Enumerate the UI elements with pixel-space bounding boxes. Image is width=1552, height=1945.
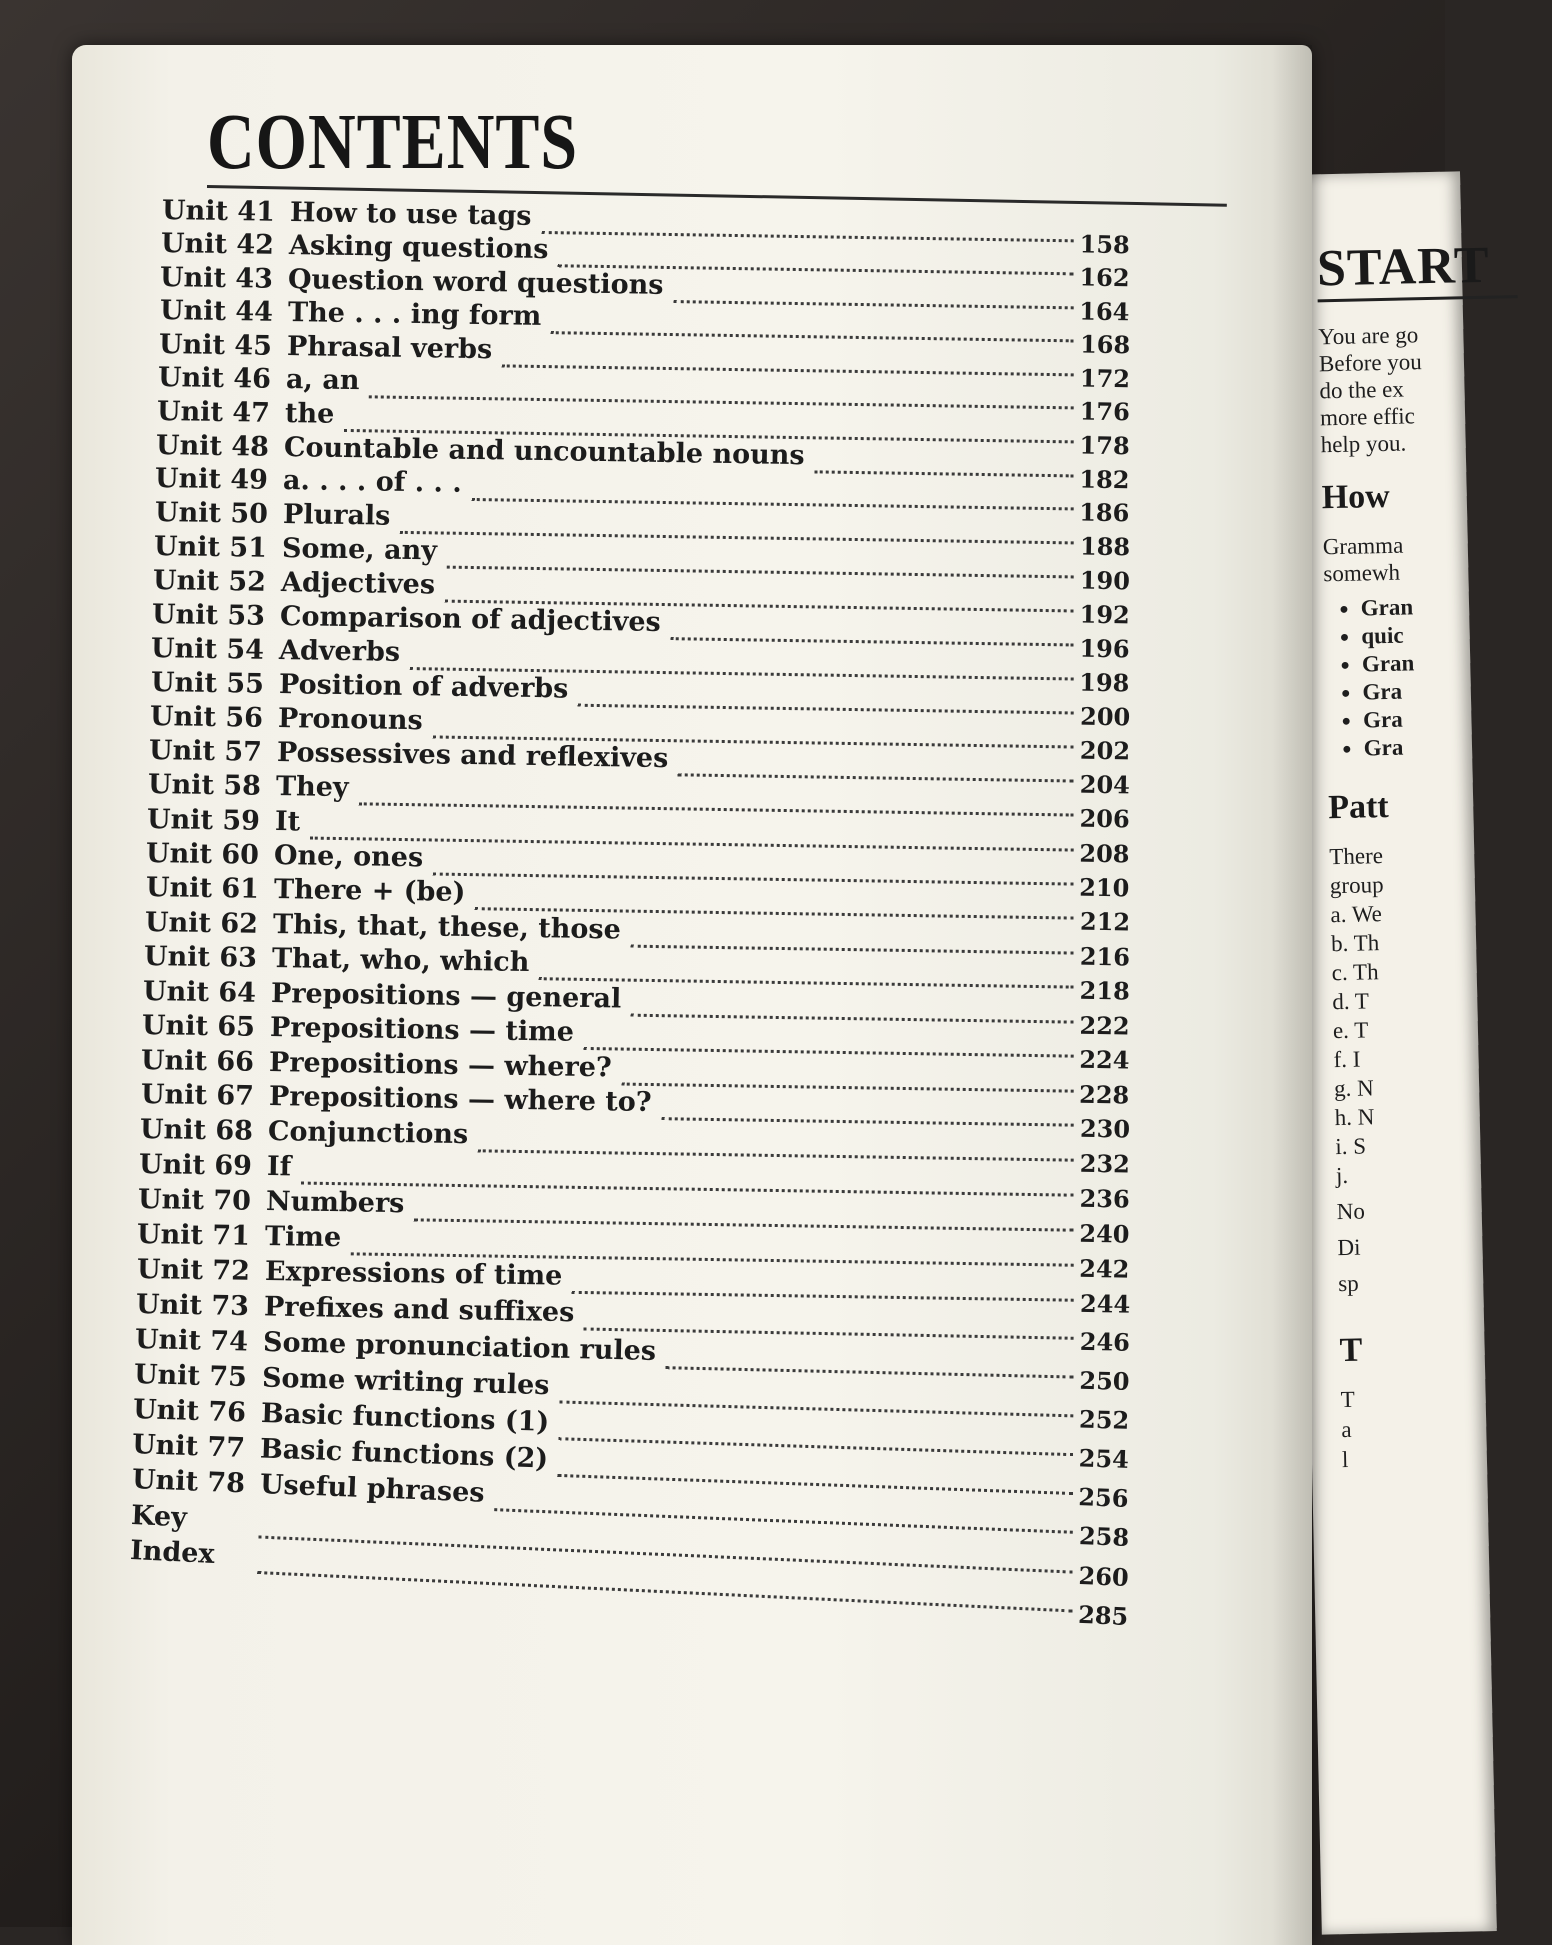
- toc-unit-label: Unit 61: [145, 872, 259, 905]
- toc-entry-title: If: [266, 1150, 292, 1183]
- toc-entry-title: Position of adverbs: [278, 668, 569, 705]
- facing-page-line: help you.: [1320, 430, 1407, 458]
- toc-entry-title: a, an: [285, 364, 360, 397]
- toc-unit-label: Unit 49: [155, 463, 269, 497]
- toc-dot-leader: [584, 1017, 1074, 1058]
- toc-entry-title: Prefixes and suffixes: [263, 1291, 575, 1328]
- facing-page-line: group: [1329, 872, 1384, 899]
- toc-page-number: 258: [1078, 1521, 1130, 1553]
- toc-page-number: 252: [1078, 1404, 1130, 1435]
- toc-unit-label: Unit 77: [132, 1429, 246, 1465]
- toc-entry-title: Basic functions (1): [260, 1397, 550, 1438]
- toc-entry-title: Comparison of adjectives: [279, 600, 662, 638]
- toc-unit-label: Key: [130, 1499, 188, 1534]
- toc-unit-label: Unit 52: [152, 564, 267, 598]
- toc-entry-title: They: [275, 771, 349, 804]
- toc-page-number: 172: [1079, 363, 1130, 394]
- toc-page-number: 164: [1079, 296, 1130, 326]
- toc-entry-title: Adjectives: [280, 566, 436, 601]
- toc-unit-label: Unit 74: [134, 1323, 249, 1358]
- toc-unit-label: Unit 54: [151, 632, 265, 666]
- toc-entry-title: Numbers: [265, 1185, 405, 1219]
- facing-page-line: f. I: [1333, 1046, 1361, 1073]
- toc-page-number: 228: [1079, 1079, 1130, 1110]
- toc-page-number: 222: [1079, 1010, 1130, 1041]
- toc-dot-leader: [630, 914, 1074, 954]
- toc-page-number: 192: [1079, 599, 1130, 630]
- toc-entry-title: Question word questions: [288, 263, 665, 301]
- toc-page-number: 240: [1079, 1218, 1130, 1249]
- toc-entry-title: Basic functions (2): [259, 1433, 550, 1475]
- toc-entry-title: Useful phrases: [259, 1469, 485, 1510]
- toc-entry-title: Time: [265, 1220, 342, 1253]
- toc-dot-leader: [671, 607, 1074, 646]
- toc-entry-title: Some, any: [281, 532, 437, 567]
- toc-entry-title: Prepositions — where?: [269, 1046, 613, 1084]
- toc-page-number: 202: [1079, 735, 1130, 766]
- toc-unit-label: Unit 55: [150, 666, 264, 700]
- facing-page-line: T: [1340, 1386, 1355, 1413]
- toc-entry-title: The . . . ing form: [287, 297, 542, 333]
- facing-page-bullet: ● Gra: [1342, 735, 1404, 762]
- page-title: CONTENTS: [207, 98, 579, 186]
- toc-unit-label: Unit 60: [146, 837, 260, 871]
- toc-page-number: 260: [1077, 1560, 1130, 1592]
- toc-unit-label: Unit 44: [159, 295, 273, 329]
- toc-unit-label: Unit 71: [137, 1218, 251, 1252]
- toc-entry-title: This, that, these, those: [272, 908, 621, 946]
- toc-unit-label: Unit 53: [151, 598, 266, 632]
- toc-page-number: 210: [1079, 872, 1130, 903]
- toc-unit-label: Unit 68: [139, 1114, 254, 1147]
- toc-list: [72, 45, 1312, 1925]
- toc-dot-leader: [678, 743, 1075, 782]
- facing-page-line: a: [1341, 1416, 1352, 1443]
- toc-dot-leader: [622, 1052, 1074, 1092]
- toc-entry-title: Possessives and reflexives: [276, 737, 669, 775]
- toc-unit-label: Unit 70: [138, 1183, 252, 1217]
- toc-entry-title: a. . . . of . . .: [283, 465, 463, 500]
- toc-page-number: 246: [1079, 1326, 1130, 1357]
- toc-page-number: 256: [1078, 1482, 1130, 1514]
- facing-page-line: do the ex: [1319, 376, 1405, 404]
- toc-page-number: 168: [1079, 329, 1130, 360]
- toc-entry-title: Countable and uncountable nouns: [284, 431, 806, 471]
- toc-entry-title: Some pronunciation rules: [262, 1326, 657, 1367]
- toc-page-number: 190: [1079, 565, 1130, 596]
- toc-unit-label: Unit 65: [142, 1010, 256, 1043]
- contents-page: [72, 45, 1312, 1945]
- toc-unit-label: Unit 48: [156, 429, 270, 463]
- facing-page-bullet: ● quic: [1339, 623, 1403, 650]
- toc-page-number: 242: [1079, 1253, 1130, 1284]
- toc-page-number: 206: [1079, 803, 1130, 834]
- toc-page-number: 182: [1079, 464, 1130, 494]
- toc-entry-title: the: [284, 397, 335, 430]
- facing-page-bullet: ● Gra: [1341, 707, 1403, 734]
- toc-page-number: 212: [1079, 906, 1130, 937]
- toc-page-number: 250: [1079, 1365, 1130, 1396]
- toc-entry-title: Phrasal verbs: [286, 330, 493, 365]
- toc-unit-label: Unit 51: [153, 530, 267, 564]
- toc-page-number: 285: [1077, 1599, 1129, 1632]
- toc-page-number: 198: [1079, 667, 1130, 698]
- toc-page-number: 178: [1079, 430, 1130, 461]
- toc-page-number: 254: [1078, 1443, 1130, 1474]
- facing-page-line: e. T: [1332, 1017, 1369, 1044]
- toc-page-number: 232: [1079, 1148, 1130, 1179]
- toc-unit-label: Unit 59: [147, 803, 261, 837]
- toc-unit-label: Unit 75: [133, 1358, 248, 1393]
- toc-dot-leader: [539, 947, 1074, 988]
- toc-unit-label: Unit 78: [131, 1464, 246, 1500]
- toc-entry-title: That, who, which: [271, 943, 530, 979]
- toc-entry-title: How to use tags: [289, 197, 532, 232]
- facing-page-heading: Patt: [1327, 787, 1390, 827]
- toc-page-number: 236: [1079, 1183, 1130, 1214]
- toc-unit-label: Unit 42: [160, 228, 275, 262]
- toc-entry-title: Asking questions: [288, 230, 549, 266]
- toc-unit-label: Unit 72: [136, 1253, 250, 1287]
- facing-page-bullet: ● Gran: [1340, 650, 1415, 678]
- toc-page-number: 224: [1079, 1044, 1130, 1075]
- toc-unit-label: Unit 69: [138, 1148, 253, 1182]
- facing-page-heading: T: [1339, 1331, 1363, 1370]
- facing-page-line: j.: [1335, 1162, 1349, 1189]
- toc-entry-title: One, ones: [274, 839, 424, 874]
- toc-entry-title: Prepositions — where to?: [268, 1081, 652, 1119]
- facing-page-bullet: ● Gra: [1341, 679, 1403, 706]
- toc-unit-label: Unit 63: [143, 941, 258, 974]
- toc-entry-title: Plurals: [282, 499, 391, 532]
- toc-unit-label: Unit 66: [141, 1044, 255, 1078]
- toc-page-number: 216: [1079, 941, 1130, 972]
- facing-page-line: b. Th: [1330, 930, 1380, 957]
- facing-page-line: There: [1329, 843, 1384, 870]
- toc-dot-leader: [571, 1260, 1074, 1301]
- toc-entry-title: Prepositions — time: [270, 1012, 575, 1048]
- facing-page-line: You are go: [1318, 322, 1419, 350]
- facing-page: [1285, 171, 1497, 1934]
- facing-page-line: h. N: [1334, 1104, 1375, 1131]
- toc-page-number: 200: [1079, 701, 1130, 732]
- toc-page-number: 188: [1079, 531, 1130, 562]
- toc-unit-label: Unit 58: [147, 769, 262, 803]
- facing-page-line: l: [1341, 1446, 1349, 1473]
- toc-unit-label: Unit 76: [132, 1393, 247, 1429]
- toc-page-number: 208: [1079, 838, 1130, 868]
- toc-unit-label: Unit 64: [142, 975, 257, 1009]
- toc-page-number: 162: [1079, 262, 1130, 293]
- toc-page-number: 186: [1079, 497, 1130, 528]
- toc-dot-leader: [631, 983, 1074, 1023]
- toc-page-number: 244: [1079, 1288, 1130, 1319]
- toc-entry-title: It: [275, 805, 301, 837]
- toc-page-number: 204: [1079, 769, 1130, 800]
- toc-unit-label: Unit 43: [160, 261, 274, 295]
- toc-unit-label: Unit 73: [135, 1288, 249, 1322]
- toc-entry-title: Adverbs: [279, 634, 401, 668]
- toc-dot-leader: [815, 440, 1074, 477]
- facing-page-line: somewh: [1323, 559, 1401, 587]
- facing-page-line: Gramma: [1322, 532, 1404, 560]
- toc-page-number: 176: [1079, 396, 1130, 427]
- toc-entry-title: Prepositions — general: [270, 977, 622, 1015]
- toc-unit-label: Unit 50: [154, 497, 268, 530]
- toc-unit-label: Unit 62: [144, 906, 258, 940]
- toc-page-number: 230: [1079, 1114, 1130, 1144]
- toc-entry-title: Pronouns: [277, 702, 423, 737]
- toc-unit-label: Unit 56: [149, 700, 263, 734]
- toc-entry-title: There + (be): [273, 874, 466, 909]
- toc-entry-title: Conjunctions: [267, 1116, 469, 1151]
- facing-page-line: a. We: [1330, 901, 1383, 928]
- toc-page-number: 196: [1079, 633, 1130, 664]
- facing-page-line: Di: [1337, 1234, 1361, 1261]
- facing-page-bullet: ● Gran: [1339, 594, 1414, 622]
- toc-unit-label: Unit 41: [161, 195, 276, 228]
- facing-page-heading: How: [1321, 477, 1391, 517]
- facing-page-line: d. T: [1332, 988, 1370, 1015]
- facing-page-title: START: [1316, 236, 1491, 298]
- facing-page-line: i. S: [1335, 1133, 1367, 1160]
- toc-page-number: 218: [1079, 975, 1130, 1006]
- facing-page-line: Before you: [1318, 349, 1423, 377]
- toc-unit-label: Unit 45: [158, 328, 272, 362]
- toc-dot-leader: [661, 1088, 1074, 1127]
- toc-entry-title: Expressions of time: [264, 1255, 563, 1292]
- toc-unit-label: Unit 46: [157, 362, 272, 396]
- facing-page-line: sp: [1337, 1270, 1359, 1297]
- facing-page-line: No: [1336, 1198, 1366, 1225]
- toc-page-number: 158: [1079, 229, 1130, 260]
- toc-entry-title: Some writing rules: [261, 1362, 550, 1401]
- toc-unit-label: Unit 47: [156, 395, 271, 429]
- toc-unit-label: Unit 67: [140, 1079, 254, 1113]
- facing-page-line: c. Th: [1331, 959, 1379, 986]
- toc-unit-label: Unit 57: [148, 735, 263, 768]
- facing-page-line: more effic: [1319, 403, 1416, 431]
- facing-page-line: g. N: [1333, 1075, 1375, 1102]
- toc-unit-label: Index: [129, 1535, 216, 1570]
